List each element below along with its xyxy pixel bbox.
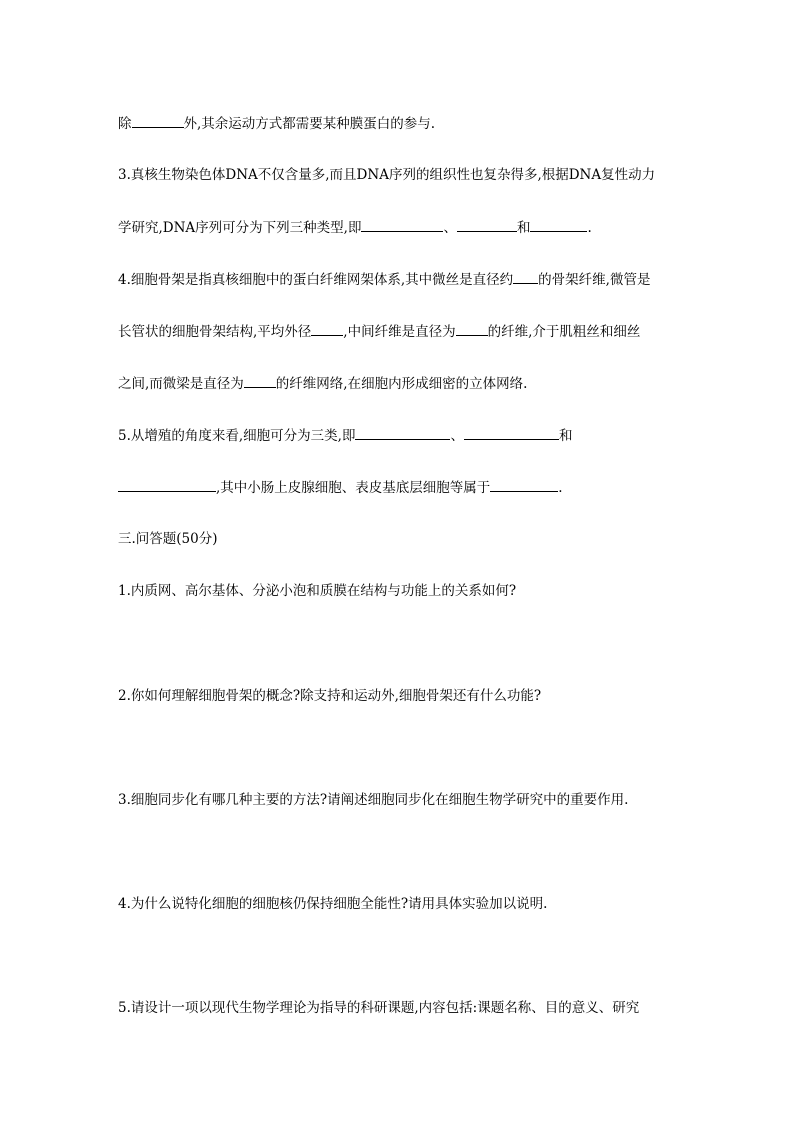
answer-blank[interactable] <box>132 113 184 128</box>
question-5-line-1 <box>118 425 572 446</box>
text: 学研究,DNA序列可分为下列三种类型,即 <box>118 220 362 236</box>
answer-blank[interactable] <box>530 217 587 232</box>
text: 长管状的细胞骨架结构,平均外径 <box>118 324 312 340</box>
text: 4.为什么说特化细胞的细胞核仍保持细胞全能性?请用具体实验加以说明. <box>118 896 548 912</box>
answer-blank[interactable] <box>456 321 488 336</box>
text: 的纤维,介于肌粗丝和细丝 <box>487 324 641 340</box>
answer-blank[interactable] <box>355 425 450 440</box>
essay-question-4 <box>118 894 547 914</box>
essay-question-1 <box>118 581 516 601</box>
question-4-line-1 <box>118 269 650 290</box>
text: 、 <box>450 428 464 444</box>
text: 之间,而微梁是直径为 <box>118 376 244 392</box>
text: 和 <box>558 428 573 444</box>
text: 除 <box>118 116 132 132</box>
text: 三.问答题(50分) <box>118 531 218 547</box>
essay-question-2 <box>118 686 541 706</box>
question-3-line-2 <box>118 217 592 238</box>
answer-blank[interactable] <box>244 373 276 388</box>
answer-blank[interactable] <box>457 217 517 232</box>
question-5-line-2 <box>118 477 563 498</box>
answer-blank[interactable] <box>490 477 558 492</box>
text: . <box>587 220 592 236</box>
question-4-line-3 <box>118 373 527 394</box>
text: 外,其余运动方式都需要某种膜蛋白的参与. <box>183 116 436 132</box>
answer-blank[interactable] <box>311 321 343 336</box>
question-4-line-2 <box>118 321 640 342</box>
text: 3.真核生物染色体DNA不仅含量多,而且DNA序列的组织性也复杂得多,根据DNA复性动力 <box>118 167 656 183</box>
answer-blank[interactable] <box>118 477 216 492</box>
text: 5.请设计一项以现代生物学理论为指导的科研课题,内容包括:课题名称、目的意义、研究 <box>118 1000 640 1016</box>
section-heading <box>118 529 218 549</box>
text: 5.从增殖的角度来看,细胞可分为三类,即 <box>118 428 356 444</box>
text-line <box>118 113 435 134</box>
text: 2.你如何理解细胞骨架的概念?除支持和运动外,细胞骨架还有什么功能? <box>118 688 542 704</box>
text: 、 <box>443 220 457 236</box>
essay-question-5 <box>118 998 639 1018</box>
text: 3.细胞同步化有哪几种主要的方法?请阐述细胞同步化在细胞生物学研究中的重要作用. <box>118 792 629 808</box>
answer-blank[interactable] <box>464 425 559 440</box>
answer-blank[interactable] <box>513 269 538 284</box>
text: 和 <box>516 220 531 236</box>
text: ,中间纤维是直径为 <box>343 324 456 340</box>
text: 4.细胞骨架是指真核细胞中的蛋白纤维网架体系,其中微丝是直径约 <box>118 272 514 288</box>
text: . <box>558 480 563 496</box>
text: 的骨架纤维,微管是 <box>538 272 651 288</box>
text: 1.内质网、高尔基体、分泌小泡和质膜在结构与功能上的关系如何? <box>118 583 517 599</box>
text: ,其中小肠上皮腺细胞、表皮基底层细胞等属于 <box>216 480 491 496</box>
text: 的纤维网络,在细胞内形成细密的立体网络. <box>275 376 528 392</box>
essay-question-3 <box>118 790 628 810</box>
answer-blank[interactable] <box>361 217 443 232</box>
question-3-line-1 <box>118 165 655 185</box>
